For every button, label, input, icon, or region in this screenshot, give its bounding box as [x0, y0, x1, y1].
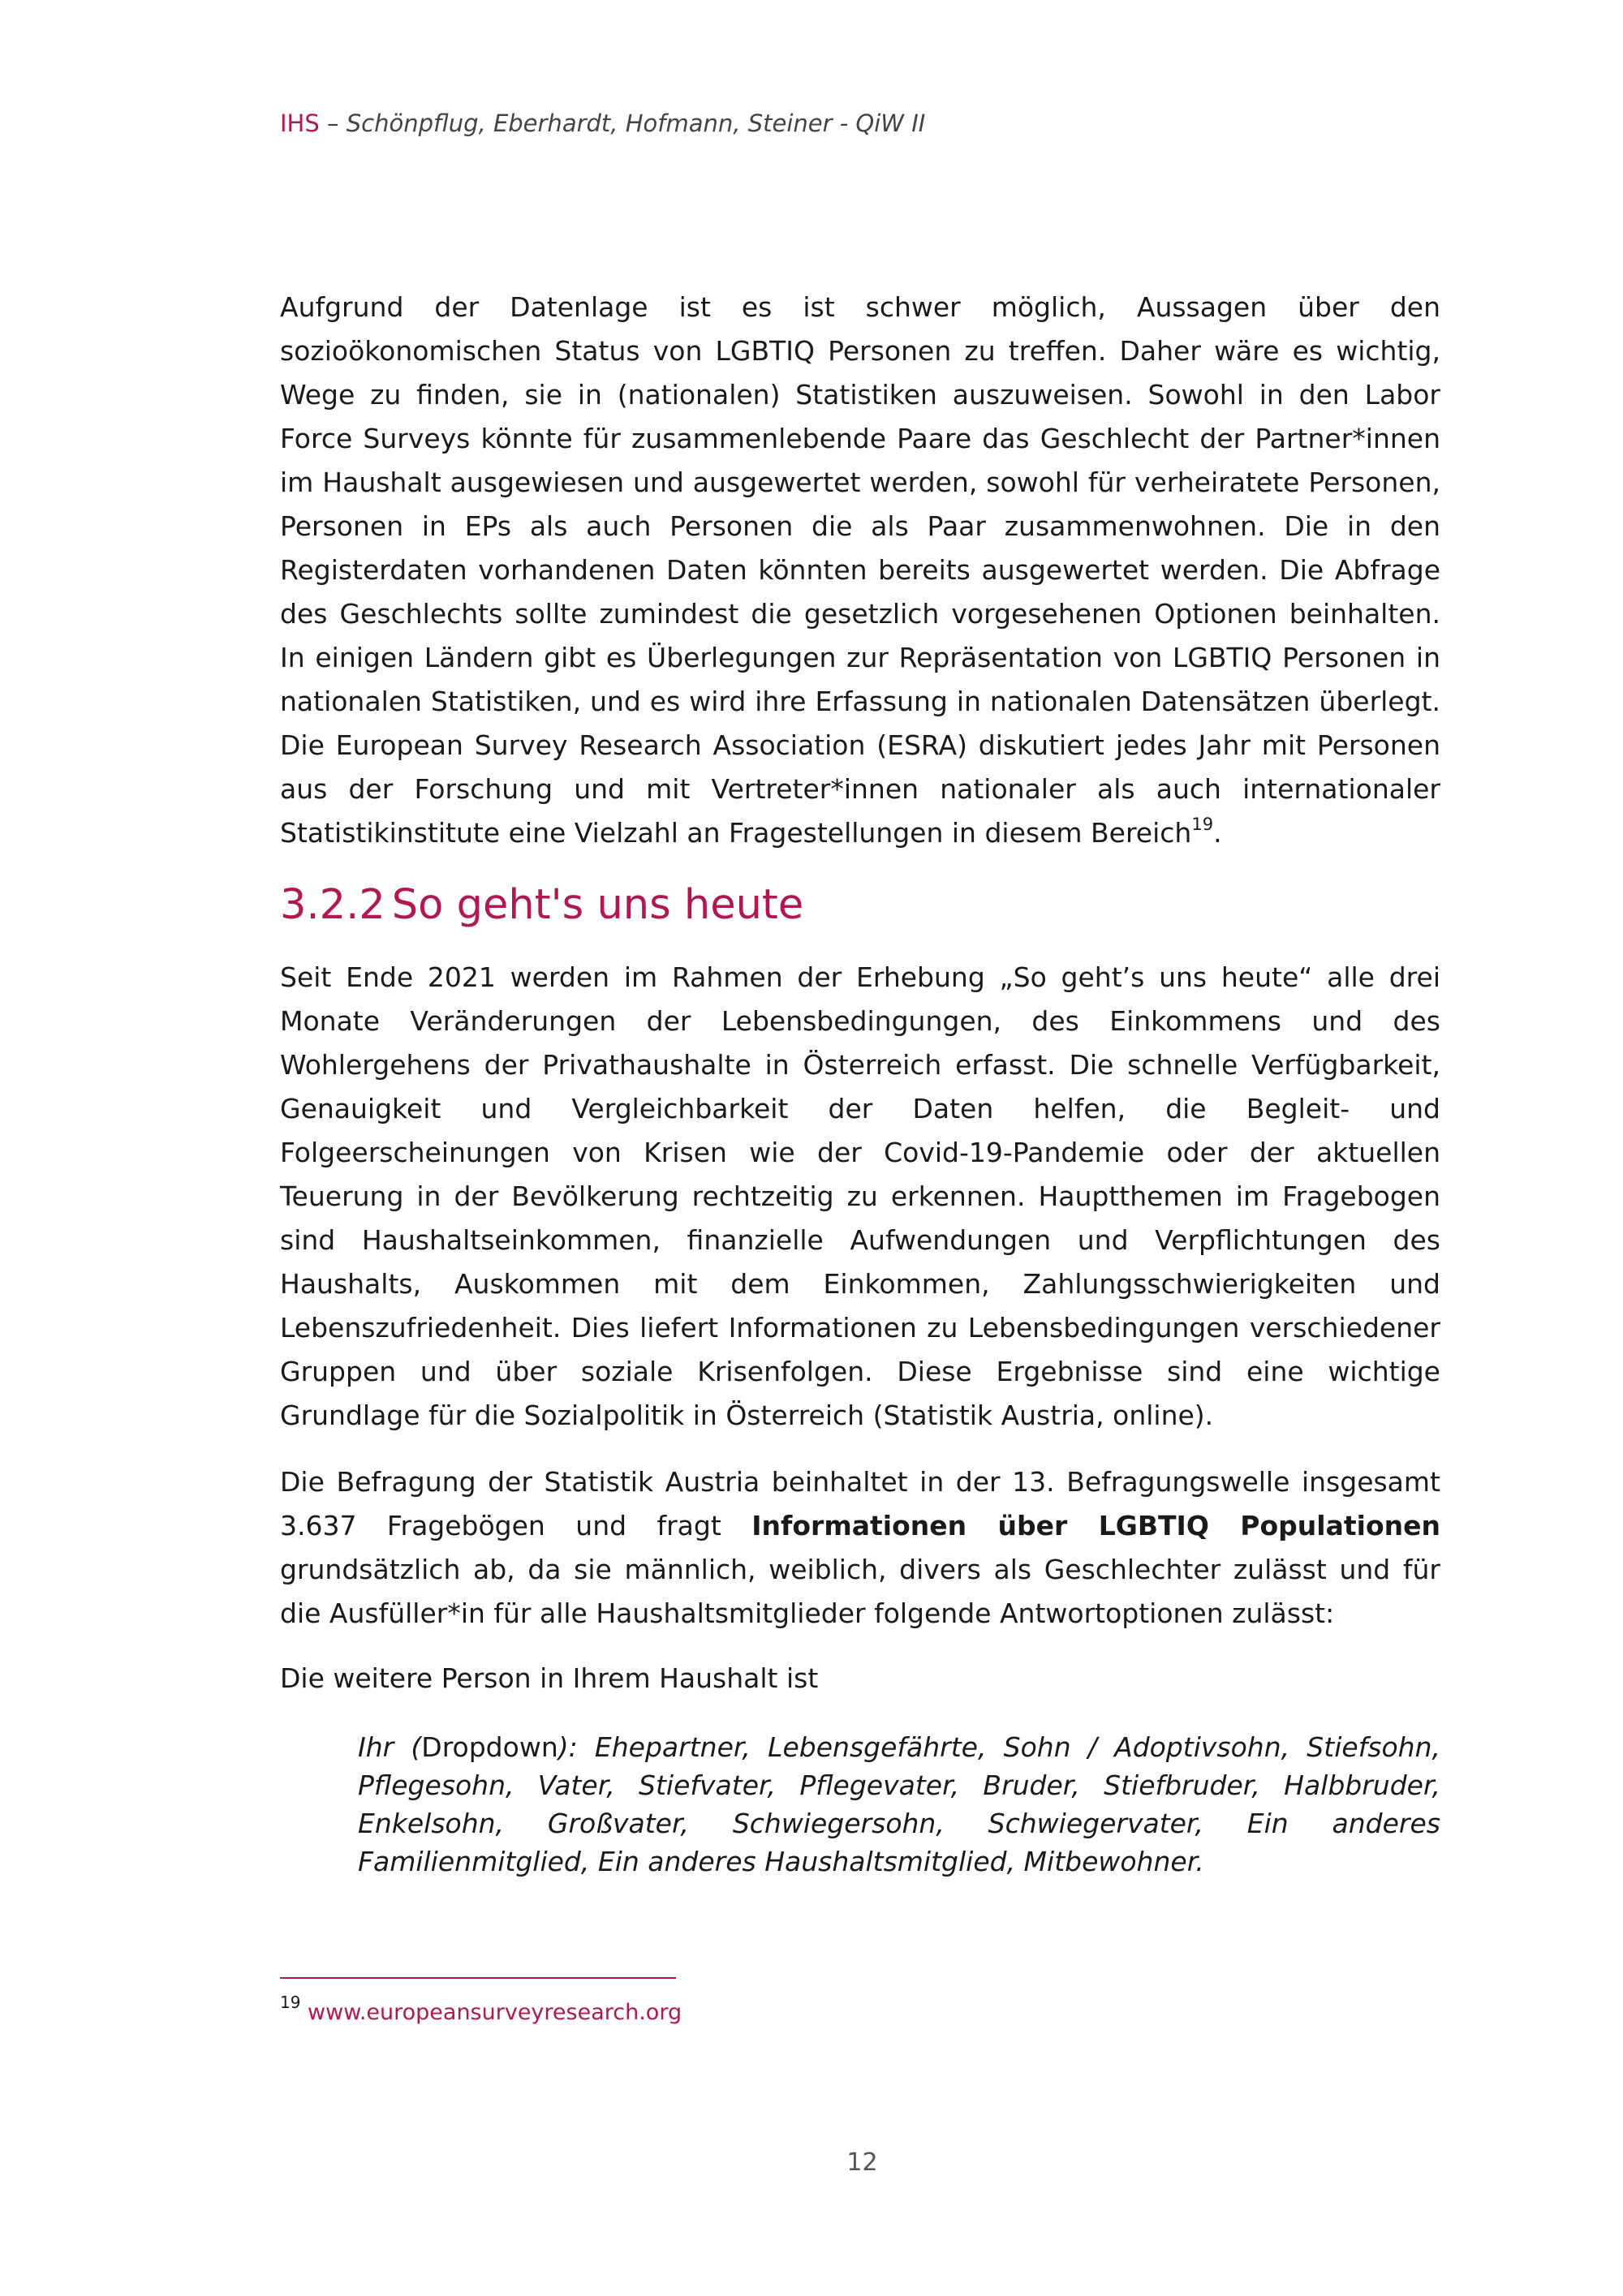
paragraph-data-situation	[280, 286, 1440, 855]
section-heading	[280, 879, 1440, 931]
header-org: IHS	[280, 110, 320, 137]
section-title: So geht's uns heute	[391, 881, 804, 929]
footnote	[280, 1989, 682, 2029]
paragraph-end: .	[1213, 817, 1222, 849]
main-content	[280, 286, 1440, 1881]
quote-options: ): Ehepartner, Lebensgefährte, Sohn / Adoptivsohn, Stiefsohn, Pflegesohn, Vater, Stiefvater, Pflegevater, Bruder, Stiefbruder, Halbbruder, Enkelsohn, Großvater, Schwiegersohn, Schwiegervater, Ein anderes Familienmitglied, Ein anderes Haushaltsmitglied, Mitbewohner.	[358, 1731, 1440, 1877]
footnote-reference[interactable]: 19	[1191, 815, 1214, 834]
bold-phrase: Informationen über LGBTIQ Populationen	[751, 1510, 1440, 1541]
footnote-link[interactable]: www.europeansurveyresearch.org	[308, 2000, 682, 2025]
footnote-number: 19	[280, 1993, 301, 2012]
footnote-divider	[280, 1977, 676, 1979]
answer-options-quote	[358, 1728, 1440, 1881]
paragraph-survey-details	[280, 1460, 1440, 1636]
header-authors: – Schönpflug, Eberhardt, Hofmann, Steiner - QiW II	[319, 110, 926, 137]
running-header	[280, 107, 925, 140]
quote-dropdown: Dropdown	[421, 1731, 558, 1763]
paragraph-text: Die Befragung der Statistik Austria beinhaltet in der 13. Befragungswelle insgesamt 3.637 Fragebögen und fragt	[280, 1466, 1440, 1541]
paragraph-survey-intro: Seit Ende 2021 werden im Rahmen der Erhebung „So geht’s uns heute“ alle drei Monate Veränderungen der Lebensbedingungen, des Einkommens und des Wohlergehens der Privathaushalte in Österreich erfasst. Die schnelle Verfügbarkeit, Genauigkeit und Vergleichbarkeit der Daten helfen, die Begleit- und Folgeerscheinungen von Krisen wie der Covid-19-Pandemie oder der aktuellen Teuerung in der Bevölkerung rechtzeitig zu erkennen. Hauptthemen im Fragebogen sind Haushaltseinkommen, finanzielle Aufwendungen und Verpflichtungen des Haushalts, Auskommen mit dem Einkommen, Zahlungsschwierigkeiten und Lebenszufriedenheit. Dies liefert Informationen zu Lebensbedingungen verschiedener Gruppen und über soziale Krisenfolgen. Diese Ergebnisse sind eine wichtige Grundlage für die Sozialpolitik in Österreich (Statistik Austria, online).	[280, 961, 1440, 1431]
paragraph-lead-in: Die weitere Person in Ihrem Haushalt ist	[280, 1662, 819, 1694]
paragraph-text: grundsätzlich ab, da sie männlich, weiblich, divers als Geschlechter zulässt und für die Ausfüller*in für alle Haushaltsmitglieder folgende Antwortoptionen zulässt:	[280, 1554, 1440, 1629]
quote-prefix: Ihr (	[358, 1731, 422, 1763]
section-number: 3.2.2	[280, 881, 385, 929]
page-number: 12	[846, 2148, 878, 2177]
paragraph-text: Aufgrund der Datenlage ist es ist schwer möglich, Aussagen über den sozioökonomischen Status von LGBTIQ Personen zu treffen. Daher wäre es wichtig, Wege zu finden, sie in (nationalen) Statistiken auszuweisen. Sowohl in den Labor Force Surveys könnte für zusammenlebende Paare das Geschlecht der Partner*innen im Haushalt ausgewiesen und ausgewertet werden, sowohl für verheiratete Personen, Personen in EPs als auch Personen die als Paar zusammenwohnen. Die in den Registerdaten vorhandenen Daten könnten bereits ausgewertet werden. Die Abfrage des Geschlechts sollte zumindest die gesetzlich vorgesehenen Optionen beinhalten. In einigen Ländern gibt es Überlegungen zur Repräsentation von LGBTIQ Personen in nationalen Statistiken, und es wird ihre Erfassung in nationalen Datensätzen überlegt. Die European Survey Research Association (ESRA) diskutiert jedes Jahr mit Personen aus der Forschung und mit Vertreter*innen nationaler als auch internationaler Statistikinstitute eine Vielzahl an Fragestellungen in diesem Bereich	[280, 291, 1440, 849]
